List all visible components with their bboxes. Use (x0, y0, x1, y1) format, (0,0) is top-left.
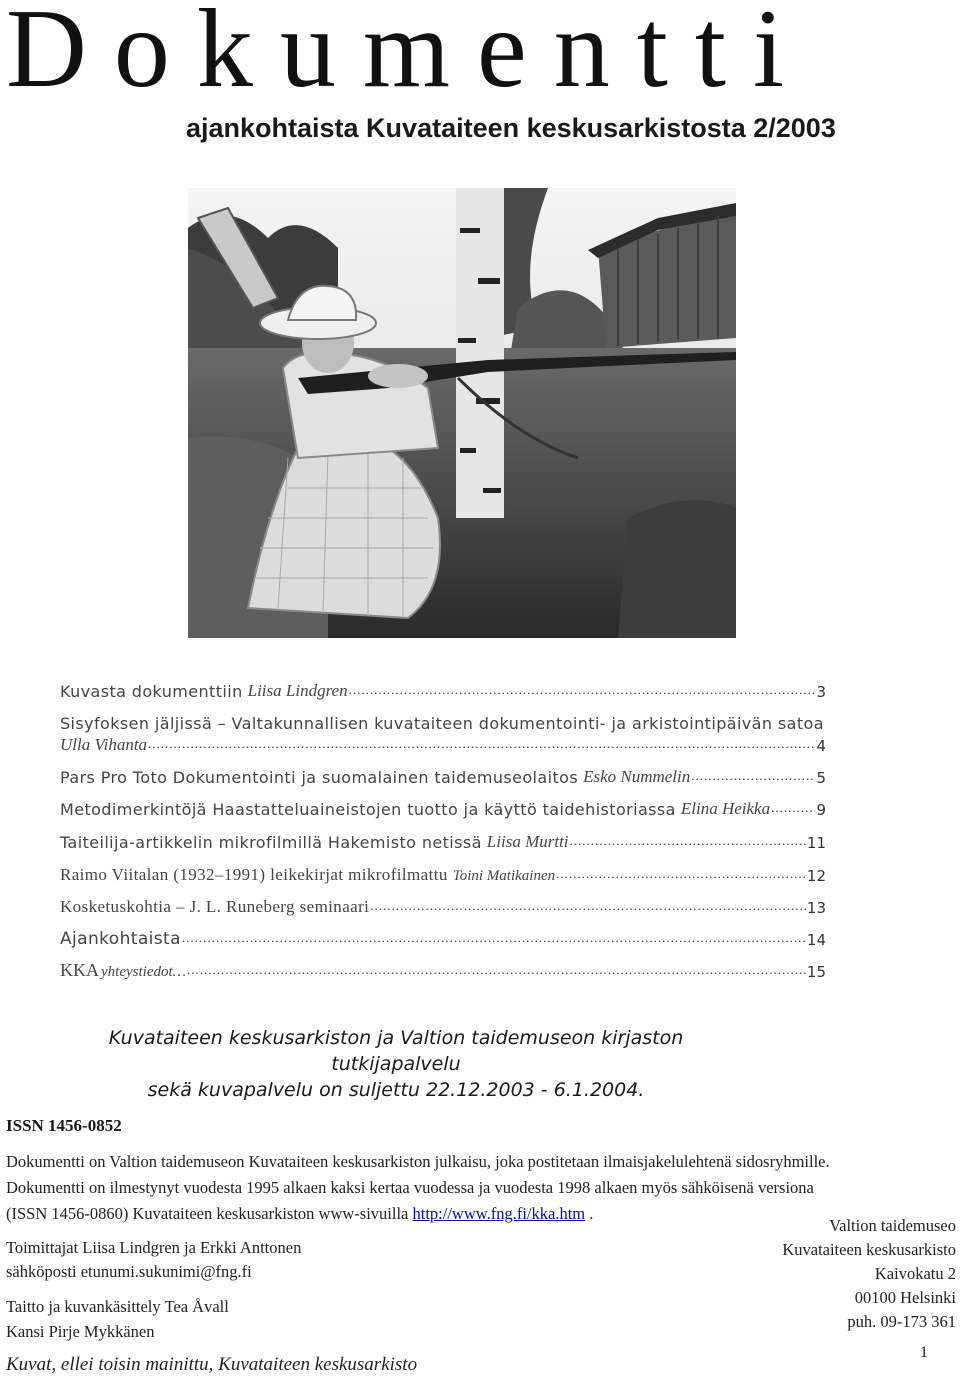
layout-credits (6, 1294, 229, 1344)
toc-leader-dots (148, 736, 815, 752)
publication-info-line1: Dokumentti on Valtion taidemuseon Kuvataiteen keskusarkiston julkaisu, joka postitetaan ilmaisjakelulehtenä sidosryhmille. (6, 1152, 830, 1171)
toc-entry-author: Liisa Lindgren (247, 681, 348, 700)
page-number: 1 (920, 1344, 928, 1361)
masthead-title: Dokumentti (6, 0, 812, 111)
toc-entry-title: KKA (60, 960, 99, 980)
toc-leader-dots (182, 930, 806, 946)
layout-credit-line: Taitto ja kuvankäsittely Tea Åvall (6, 1297, 229, 1316)
publication-info-suffix: . (589, 1204, 594, 1223)
closure-notice-line2: sekä kuvapalvelu on suljettu 22.12.2003 - 6.1.2004. (147, 1079, 645, 1101)
toc-entry-title: Sisyfoksen jäljissä – Valtakunnallisen kuvataiteen dokumentointi- ja arkistointipäivän satoa (60, 714, 824, 733)
toc-entry[interactable] (60, 863, 826, 885)
toc-entry-page: 5 (816, 769, 826, 787)
toc-leader-dots (556, 866, 806, 882)
closure-notice-line1: Kuvataiteen keskusarkiston ja Valtion taidemuseon kirjaston tutkijapalvelu (108, 1027, 684, 1075)
toc-entry[interactable] (60, 733, 826, 755)
toc-entry-title: Kosketuskohtia – J. L. Runeberg seminaari (60, 897, 370, 916)
toc-leader-dots (187, 962, 806, 978)
toc-entry-page: 3 (816, 683, 826, 701)
closure-notice (60, 1025, 732, 1103)
address-dept: Kuvataiteen keskusarkisto (782, 1240, 956, 1259)
toc-entry-title: Kuvasta dokumenttiin (60, 682, 243, 701)
masthead-subtitle: ajankohtaista Kuvataiteen keskusarkistosta 2/2003 (186, 113, 836, 143)
toc-entry-page: 11 (806, 834, 826, 852)
toc-entry[interactable] (60, 711, 826, 733)
toc-entry[interactable] (60, 797, 826, 819)
toc-entry-page: 13 (806, 899, 826, 917)
address-org: Valtion taidemuseo (829, 1216, 956, 1235)
toc-entry-author: yhteystiedot… (101, 964, 186, 980)
toc-leader-dots (370, 898, 806, 914)
toc-entry-title: Ajankohtaista (60, 929, 181, 949)
toc-entry-title: Metodimerkintöjä Haastatteluaineistojen tuotto ja käyttö taidehistoriassa (60, 800, 676, 819)
toc-leader-dots (349, 682, 816, 698)
toc-entry-author: Liisa Murtti (486, 832, 569, 851)
cover-credit-line: Kansi Pirje Mykkänen (6, 1322, 155, 1341)
toc-entry-title: Pars Pro Toto Dokumentointi ja suomalainen taidemuseolaitos (60, 768, 579, 787)
toc-entry[interactable] (60, 895, 826, 917)
cover-photo (188, 188, 736, 638)
publication-info-line2: Dokumentti on ilmestynyt vuodesta 1995 alkaen kaksi kertaa vuodessa ja vuodesta 1998 alkaen myös sähköisenä versiona (6, 1178, 814, 1197)
website-link[interactable]: http://www.fng.fi/kka.htm (412, 1204, 586, 1223)
photo-credit: Kuvat, ellei toisin mainittu, Kuvataiteen keskusarkisto (6, 1354, 418, 1375)
address-street: Kaivokatu 2 (874, 1264, 956, 1283)
editors-email[interactable]: sähköposti etunumi.sukunimi@fng.fi (6, 1262, 252, 1281)
editors-line: Toimittajat Liisa Lindgren ja Erkki Anttonen (6, 1238, 302, 1257)
toc-entry[interactable] (60, 959, 826, 981)
toc-entry-title: Taiteilija-artikkelin mikrofilmillä Hakemisto netissä (60, 833, 482, 852)
issn-label: ISSN 1456-0852 (6, 1116, 122, 1135)
toc-entry-author: Elina Heikka (680, 799, 771, 818)
address-city: 00100 Helsinki (854, 1288, 956, 1307)
editors-block (6, 1236, 301, 1284)
toc-entry-author: Ulla Vihanta (60, 735, 148, 754)
toc-entry-page: 9 (816, 801, 826, 819)
toc-entry-page: 15 (806, 963, 826, 981)
address-block (782, 1214, 956, 1334)
toc-entry[interactable] (60, 679, 826, 701)
toc-leader-dots (570, 833, 806, 849)
toc-leader-dots (691, 768, 815, 784)
toc-leader-dots (771, 800, 815, 816)
toc-entry-page: 4 (816, 737, 826, 755)
publication-info-prefix: (ISSN 1456-0860) Kuvataiteen keskusarkiston www-sivuilla (6, 1204, 409, 1223)
toc-entry[interactable] (60, 927, 826, 949)
toc-entry-author: Toini Matikainen (452, 868, 556, 884)
address-phone: puh. 09-173 361 (847, 1312, 956, 1331)
toc-entry-page: 12 (806, 867, 826, 885)
toc-entry[interactable] (60, 830, 826, 852)
toc-entry-page: 14 (806, 931, 826, 949)
photo-icon (188, 188, 736, 638)
toc-entry[interactable] (60, 765, 826, 787)
toc-entry-author: Esko Nummelin (583, 767, 691, 786)
toc-entry-title: Raimo Viitalan (1932–1991) leikekirjat mikrofilmattu (60, 865, 448, 884)
